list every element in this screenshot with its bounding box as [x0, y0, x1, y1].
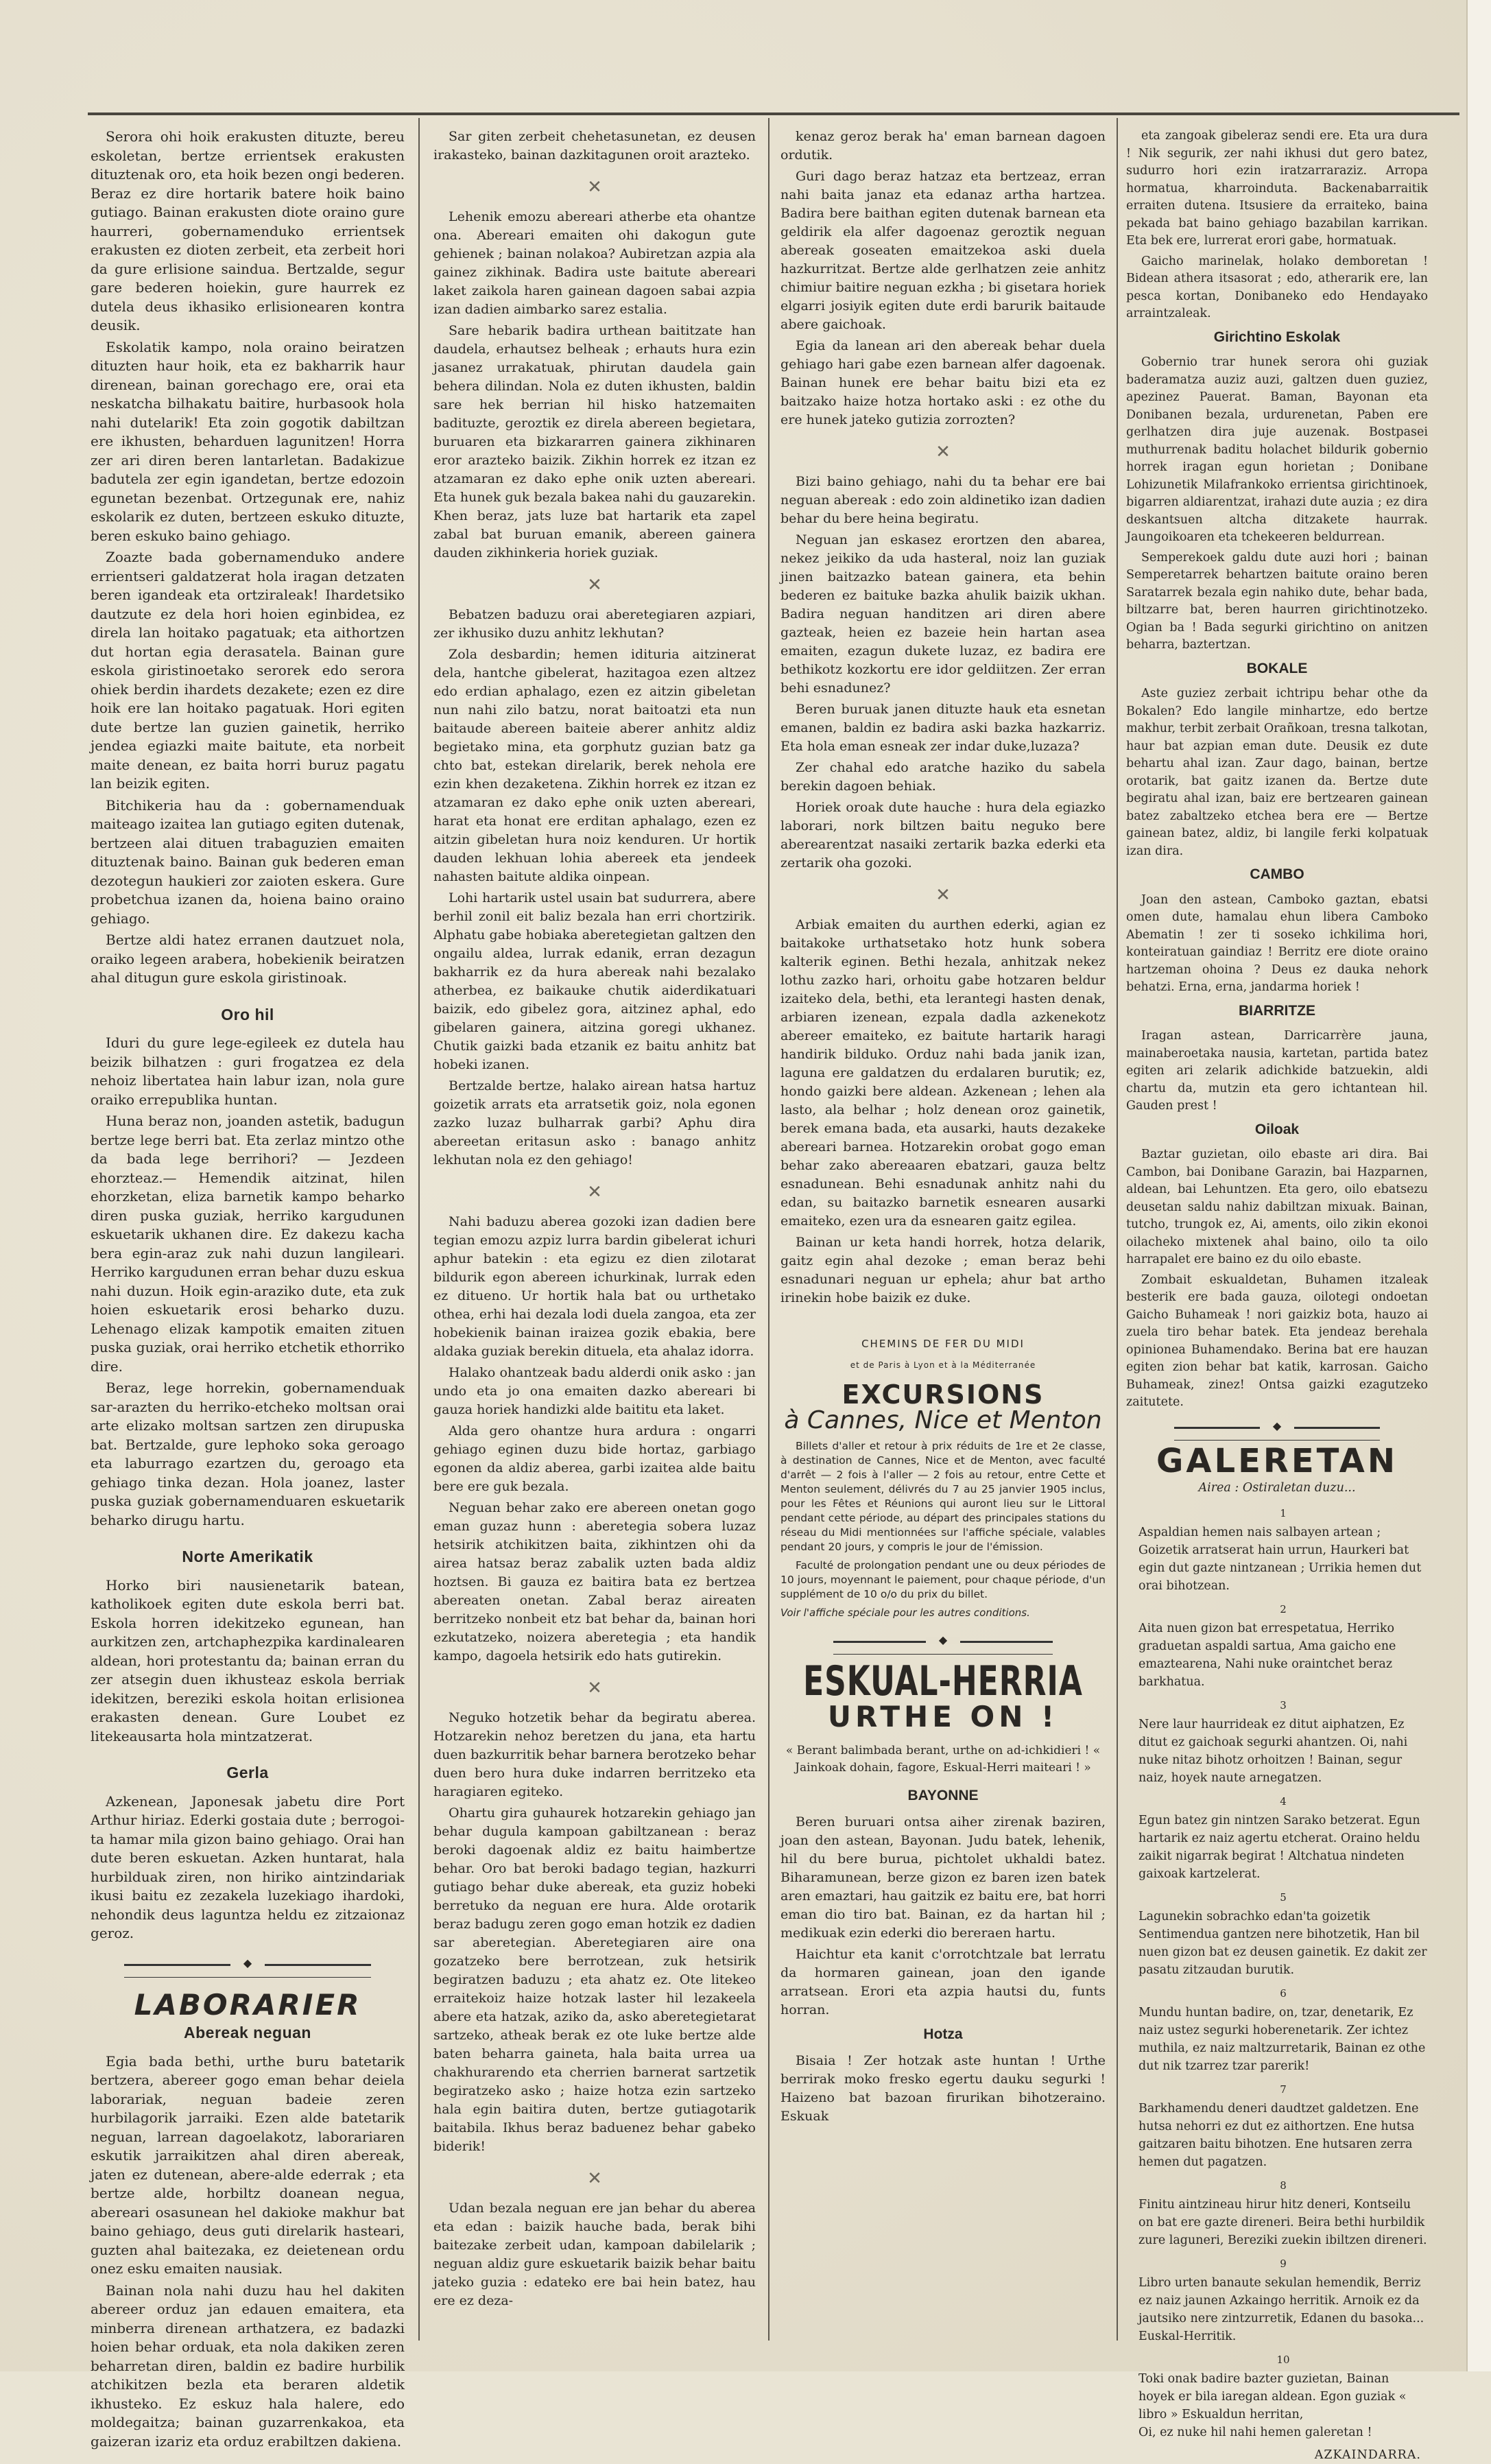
article-paragraph: Bebatzen baduzu orai aberetegiaren azpiari, zer ikhusiko duzu anhitz lekhutan? [433, 606, 756, 643]
song-verse [1138, 1696, 1428, 1787]
article-paragraph: Sar giten zerbeit chehetasunetan, ez deusen irakasteko, bainan dazkitagunen oroit arazteko. [433, 128, 756, 165]
column-3 [780, 128, 1106, 2129]
verse-text: Aspaldian hemen nais salbayen artean ; Goizetik arratserat hain urrun, Haurkeri bat egin dut gazte nintzanean ; Urrikia hemen dut orai bihotzean. [1138, 1526, 1421, 1593]
song-verse [1138, 2351, 1428, 2441]
article-paragraph: Halako ohantzeak badu alderdi onik asko : jan undo eta jo ona emaiten dazko abereari bi gauza horiek handizki alde baititu eta laket. [433, 1364, 756, 1419]
article-paragraph: Serora ohi hoik erakusten dituzte, bereu eskoletan, bertze errientsek erakusten dituztenak oro, eta hoik bezen ongi bederen. Beraz ez dire hortarik batere hoik baino gutiago. Bainan erakusten diote oraino gure haurreri, gobernamenduko errientsek erakusten ez dioten zerbeit, eta zerbeit hori da gure erlisione saindua. Bertzalde, segur gare bederen hoiekin, gure haurrek ez dutela deus ikhasiko erlisionearen kontra deusik. [91, 128, 405, 335]
section-separator [124, 1964, 371, 1978]
ad-destinations: à Cannes, Nice et Menton [780, 1411, 1106, 1430]
song-verse [1138, 1504, 1428, 1595]
article-paragraph: Neguan jan eskasez erortzen den abarea, nekez jeikiko da uda hasteral, noiz lan guziak jinen baitzazko batean gainera, eta behin bederen ez baituke bazka ahulik baizik ukhan. Badira neguan handitzen ari diren abere gazteak, heien ez bazeie hein hartan asea emaiten, ezagun dukete luzaz, ez badira ere bethikotz kozkortu ere idor geldiitzen. Zer erran behi esnadunez? [780, 531, 1106, 698]
separator-mark: ✕ [433, 1183, 756, 1202]
article-paragraph: Huna beraz non, joanden astetik, badugun bertze lege berri bat. Eta zerlaz mintzo othe da bada lege berrihori? — Jezdeen ehorzteaz.— Hemendik aitzinat, hilen ehorzketan, eliza barnetik kampo beharko diren puska guziak, herriko kargudunen eskuetarik ukhanen dire. Ez dakezu kacha bera egin-araz zuk nahi duzun langileari. Herriko kargudunen erran behar duzu eskua nahi duzun. Hoik egin-araziko dute, eta zuk hoien eskuetarik erosi beharko duzu. Lehenago elizak kampotik emaiten zituen puska guziak, orai herriko etchetik ethorriko dire. [91, 1112, 405, 1376]
verse-number: 7 [1138, 2081, 1428, 2098]
article-paragraph: Bitchikeria hau da : gobernamenduak maiteago izaitea lan gutiago egiten dutenak, bertzeen alai dituen trabaguzien emaiten dituztenak baino. Bainan guk bederen eman dezotegun haukieri zor zaioten eskera. Gure probetchua izanen da, hoiena baino oraino gehiago. [91, 796, 405, 929]
column-divider [768, 118, 770, 2341]
article-paragraph: Beren buruak janen dituzte hauk eta esnetan emanen, baldin ez badira aski bazka hazkarriz. Eta hola eman esneak zer indar duke,luzaza? [780, 700, 1106, 756]
ornament-icon: ◆ [1260, 1423, 1294, 1430]
verse-text: Libro urten banaute sekulan hemendik, Berriz ez naiz jaunen Azkaingo herritik. Arnoik ez da jautsiko nere zintzurretik, Edanen du basoka... Euskal-Herritik. [1138, 2276, 1424, 2343]
article-paragraph: Lohi hartarik ustel usain bat sudurrera, abere berhil zonil eit baliz bezala han erri chortzirik. Alphatu gabe hobiaka aberetegietan galtzen den ongailu aldea, lurrak edanik, erran dezagun bakharrik ez da hura abereak nahi bezalako atherbea, ez baikauke chutik aiderdikatuari baizik, edo gibelez gora, aitzinez aphal, edo gibelaren gainera, aitzina goregi ukhanez. Chutik gaizki bada etzanik ez baitu anhitz bat hobeki izanen. [433, 889, 756, 1074]
section-title: Oro hil [91, 1006, 405, 1025]
ad-subheading: et de Paris à Lyon et à la Méditerranée [780, 1356, 1106, 1375]
column-divider [418, 118, 420, 2341]
article-paragraph: Bertze aldi hatez erranen dautzuet nola, oraiko legeen arabera, hobekienik beiratzen ahal ditugun gure eskola giristinoak. [91, 931, 405, 988]
song-verse [1138, 1985, 1428, 2075]
column-divider [1117, 118, 1118, 2341]
page-edge [1466, 0, 1491, 2371]
article-paragraph: Bisaia ! Zer hotzak aste huntan ! Urthe berrirak moko fresko egertu dauku segurki ! Haizeno bat bazoan firurikan bihotzeraino. Eskuak [780, 2052, 1106, 2126]
top-rule [88, 112, 1459, 115]
article-paragraph: Guri dago beraz hatzaz eta bertzeaz, erran nahi baita janaz eta edanaz artha hartzea. Badira bere baithan egiten dutenak barnean eta geldirik ela alfer dagoenaz geroztik neguan abereak goseaten emaitzekoa aski duela hazkurritzat. Bertze alde gerlhatzen zeie anhitz chimiur baitire neguan ezkha ; bi gisetara horiek elgarri josiyik egiten dute erdi barurik baitaude abere gaichoak. [780, 167, 1106, 334]
section-title: CAMBO [1126, 866, 1428, 884]
song-verse [1138, 1600, 1428, 1691]
section-separator [833, 1641, 1053, 1655]
song-verse [1138, 1792, 1428, 1883]
section-title: Girichtino Eskolak [1126, 329, 1428, 346]
ad-paragraph: Faculté de prolongation pendant une ou deux périodes de 10 jours, moyennant le paiement, pour chaque période, d'un supplément de 10 o/o du prix du billet. [780, 1559, 1106, 1602]
verse-text: Nere laur haurrideak ez ditut aiphatzen, Ez ditut ez gaichoak segurki ahantzen. Oi, nahi nuke nitaz bihotz orhoitzen ! Bainan, segur naiz, hoyek naute arnegatzen. [1138, 1718, 1407, 1785]
railway-advertisement [780, 1335, 1106, 1620]
article-paragraph: eta zangoak gibeleraz sendi ere. Eta ura dura ! Nik segurik, zer nahi ikhusi dut gero batez, sudurro hori ezin iratzarraraziz. Arropa hormatua, kharroinduta. Backenabarraitik erraiten dutena. Itsusiere da erraiteko, baina pekada bat baino gehiago bazabilan karrikan. Eta bek ere, lurrerat erori gabe, hormatuak. [1126, 128, 1428, 250]
article-paragraph: Joan den astean, Camboko gaztan, ebatsi omen dute, hamalau ehun libera Camboko Abematin ! zer ti soseko ichkilima hori, konteiratuan gaindiaz ! Berritz ere diote oraino hartzeman ohoina ? Deus ez dauka nehork behatzi. Erna, erna, jandarma horiek ! [1126, 892, 1428, 997]
column-2 [433, 128, 756, 2313]
verse-number: 1 [1138, 1504, 1428, 1522]
column-4 [1126, 128, 1428, 2464]
verse-number: 2 [1138, 1600, 1428, 1618]
urthe-on-heading: URTHE ON ! [780, 1707, 1106, 1726]
article-paragraph: Gaicho marinelak, holako demboretan ! Bidean athera itsasorat ; edo, atherarik ere, lan pesca kortan, Donibaneko edo Hendayako arraintzaleak. [1126, 253, 1428, 323]
section-title: Norte Amerikatik [91, 1548, 405, 1567]
section-separator [1174, 1427, 1380, 1441]
verse-number: 6 [1138, 1985, 1428, 2002]
ad-note: Voir l'affiche spéciale pour les autres conditions. [780, 1606, 1106, 1620]
separator-mark: ✕ [780, 443, 1106, 462]
galeretan-heading: GALERETAN [1126, 1453, 1428, 1471]
article-paragraph: Bainan nola nahi duzu hau hel dakiten abereer orduz jan edauen emaitera, eta minberra direnean arthatzera, ez badazki hoien behar orduak, eta nola dakiken zeren beharretan diren, baldin ez badire hurbilik atchikitzen bezla eta beraren aldetik ikhusteko. Ez eskuz hala halere, edo moldegaitza; bainan guzarrenkakoa, eta gaizeran izariz eta orduz erabiltzen dakiena. [91, 2282, 405, 2452]
article-paragraph: Ohartu gira guhaurek hotzarekin gehiago jan behar dugula kampoan gabiltzanean : beraz beroki dagoenak aldiz ez baitu haimbertze behar. Oro bat beroki badago tegian, hazkurri gutiago behar duke abereak, eta guziz hobeki berretuko da neguan ere hura. Alde orotarik beraz badugu zeren gogo eman hotzik ez dadien sar aberetegian. Aberetegiaren aire ona gozatzeko bere berrotzean, zuk hetsirik begiratzen baduzu ; eta ahatz ez. Ote litekeo erraitekoiz haize hotzak laster hil lezakeela abere eta hatzak, aziko da, asko aberetegietarat sartzeko, atheak berak ez ote luke bertze alde baten beharra gaineta, hala baita urrea ua chakhurarendo eta cherrien barnerat sartzetik begiratzeko asko ; haize hotza ezin sartzeko hala egin baitira duten, bertze gutiagotarik baitabila. Ikhus beraz baduenez behar gabeko biderik! [433, 1804, 756, 2156]
article-paragraph: Egia bada bethi, urthe buru batetarik bertzera, abereer gogo eman behar deiela laborariak, neguan badeie zeren hurbilagorik jarraiki. Ezen alde batetarik neguan, larrean dagoelakotz, laborariaren eskutik jarraikitzen ahal diren abereak, jaten ez dutenean, abere-alde ederrak ; eta bertze alde, horbiltz doanean negua, abereari osasunean hel dakioke makhur bat baino gehiago, deus guti direlarik hasteari, guzten ahal baitezaka, ez deietenean ordu onez esku emaiten nausiak. [91, 2052, 405, 2279]
article-paragraph: Beren buruari ontsa aiher zirenak baziren, joan den astean, Bayonan. Judu batek, lehenik, hil du bere burua, pichtolet ukhaldi batez. Biharamunean, berze gizon ez baren izen batek aren emaztari, hau gaitzik ez baitu ere, bat horri eman dio tiro bat. Bainan, ez da hartan hil ; medikuak ezin ederki dio bereraen hartu. [780, 1813, 1106, 1943]
verse-number: 8 [1138, 2177, 1428, 2194]
verse-text: Barkhamendu deneri daudtzet galdetzen. Ene hutsa nehorri ez dut ez aithortzen. Ene hutsa gaitzaren baitu bihotzen. Ene hutsaren zerra hemen dut pagatzen. [1138, 2102, 1418, 2169]
article-paragraph: Neguko hotzetik behar da begiratu aberea. Hotzarekin nehoz beretzen du jana, eta hartu duen bazkurritik behar barnera berotzeko behar duen bero hura duke indarren berritzeko eta haragiaren egiteko. [433, 1709, 756, 1801]
article-paragraph: Bertzalde bertze, halako airean hatsa hartuz goizetik arrats eta arratsetik goiz, nola egonen zazko luzaz bulharrak garbi? Aphu dira abereetan eritasun asko : banago anhitz lekhutan nola ez den gehiago! [433, 1077, 756, 1170]
section-title: BAYONNE [780, 1786, 1106, 1805]
verse-number: 4 [1138, 1792, 1428, 1810]
section-title: Oiloak [1126, 1121, 1428, 1139]
separator-mark: ✕ [780, 886, 1106, 905]
verse-text: Egun batez gin nintzen Sarako betzerat. Egun hartarik ez naiz agertu etcherat. Oraino heldu zaikit nigarrak begirat ! Altchatua nindeten gaixoak kartzelerat. [1138, 1814, 1420, 1881]
article-paragraph: Neguan behar zako ere abereen onetan gogo eman guzaz hunn : aberetegia sobera luzaz hetsirik atchikitzen baita, zikhintzen ohi da airea hatsaz beraz zabalik uzten bada aldiz hoztsen. Bi gauza ez baitira bata ez bertzea abereaten onetan. Zabal beraz aireaten berritzeko nonbeit etz bat behar da, bainan hori ezkutatzeko, noizera aberetegia ; eta handik kampo, dagoela hetsirik edo hats gutirekin. [433, 1499, 756, 1666]
eskual-herria-heading: ESKUAL-HERRIA [780, 1669, 1106, 1694]
article-paragraph: Semperekoek galdu dute auzi hori ; bainan Semperetarrek behartzen baitute oraino beren Saratarrek bezala egin nahiko dute, behar bada, biltzarre bat, beren haurren girichtinotzeko. Ogian ba ! Bada segurki girichtino on anitzen beharra, baztertzan. [1126, 549, 1428, 654]
article-paragraph: Zombait eskualdetan, Buhamen itzaleak besterik ere bada gauza, oilotegi ondoetan Gaicho Buhameak ! nori gaizkiz bota, hauzo ai zuela tiro behar batek. Eta jendeaz berehala opinionea Buhamendako. Berina bat ere hauzan egiten zion behar bat katik, karrosan. Gaicho Buhameak, zinez! Ontsa gaizki ezagutzeko zaitutete. [1126, 1272, 1428, 1412]
new-year-quote: « Berant balimbada berant, urthe on ad-ichkidieri ! « Jainkoak dohain, fagore, Eskual-Herri maiteari ! » [780, 1742, 1106, 1777]
separator-mark: ✕ [433, 576, 756, 595]
verse-text: Mundu huntan badire, on, tzar, denetarik, Ez naiz ustez segurki hoberenetarik. Zer ichtez muthila, ez naiz maltzurretarik, Bainan ez othe dut nik tzarrez tzar parerik! [1138, 2006, 1425, 2073]
section-title: Hotza [780, 2025, 1106, 2044]
article-paragraph: Azkenean, Japonesak jabetu dire Port Arthur hiriaz. Ederki gostaia dute ; berrogoi-ta hamar mila gizon baino gehiago. Orai han dute beren eskuetan. Azken huntarat, hala hurbilduak ziren, non hiriko aintzindariak ikusi baitu ez zezakela luzekiago ihardoki, nehondik deus laguntza heldu ez zitzaionaz geroz. [91, 1792, 405, 1943]
article-paragraph: Horko biri nausienetarik batean, katholikoek egiten dute eskola berri bat. Eskola horren idekitzeko egunean, han aurkitzen zen, artchaphezpika kardinalearen aldean, hori protestantu da; bainan erran du zer atsegin duen ikhusteaz eskola berriak idekitzen, bereziki eskola hoitan erlisionea erakasten denean. Gure Loubet ez litekeausarta hola mintzatzerat. [91, 1576, 405, 1746]
verse-text: Aita nuen gizon bat errespetatua, Herriko graduetan aspaldi sartua, Ama gaicho ene emaztearena, Nahi nuke oraintchet beraz barkhatua. [1138, 1622, 1396, 1689]
separator-mark: ✕ [433, 2170, 756, 2188]
article-paragraph: Baztar guzietan, oilo ebaste ari dira. Bai Cambon, bai Donibane Garazin, bai Hazparnen, aldean, bai Lehuntzen. Eta gero, oilo ebatsezu deusetan saldu nahiz dabiltzan mixuak. Bainan, tutcho, trungok ez, Ai, aments, oilo zikin ekonoi oilacheko mixtenek ahal baino, oilo ta oilo harrapalet ere baino ez du oilo ebaste. [1126, 1146, 1428, 1269]
article-paragraph: Haichtur eta kanit c'orrotchtzale bat lerratu da hormaren gainean, joan den igande arratsean. Erori eta azpia hautsi du, funts horran. [780, 1945, 1106, 2019]
article-paragraph: Nahi baduzu aberea gozoki izan dadien bere tegian emozu azpiz lurra bardin gibelerat ichuri aphur batekin : eta egizu ez dien zilotarat bildurik egon abereen ichurkinak, lurrak eden ez ditueno. Ur hortik hala bat ou urthetako otheа, erhi hai dezala lodi duela zangoa, eta zer hobekienik bainan iraizea gozik ebakia, bere aldaka guziak berekin dituela, eta ahalaz idorra. [433, 1213, 756, 1361]
song-verse [1138, 2177, 1428, 2249]
article-paragraph: Zola desbardin; hemen idituria aitzinerat dela, hantche gibelerat, hazitagoa ezen altzez edo erdian aphalago, ezen ez aitzin gibeletan nun nahi zilo batzu, norat baitoatzi eta nun baitaude abereen baiteie aberer anhitz aldiz begietako mina, eta gorphutz guzian batz ga chto bat, estekan direlarik, berek nehola ere ezin khen dezaketena. Zikhin horrek ez itzan ez atzamaran ez dako ephe onik uzten abereari, harat eta honat ere erditan aphalago, ezen ez aitzin gibeletan hura noiz kenduren. Ur hortik dauden lekhuan lohia abereek eta jendeek nahasten baitute aldika oinpean. [433, 645, 756, 886]
section-title: BIARRITZE [1126, 1002, 1428, 1020]
article-paragraph: Beraz, lege horrekin, gobernamenduak sar-arazten du herriko-etcheko moltsan orai arte elizako moltsan sartzen zen dirupuska bat. Bertzalde, gure lephoko soka geroago eta laburrago ezartzen du, geroago eta gehiago tinka dezan. Hola joanez, laster puska guziak gobernamenduaren eskuetarik beharko dirugu hartu. [91, 1379, 405, 1530]
article-paragraph: Horiek oroak dute hauche : hura dela egiazko laborari, nork biltzen baitu neguko bere aberearentzat nasaiki zertarik bazka ederki eta zertarik oha gozoki. [780, 798, 1106, 873]
ad-title: EXCURSIONS [780, 1386, 1106, 1404]
section-title: Gerla [91, 1764, 405, 1783]
article-paragraph: kenaz geroz berak ha' eman barnean dagoen ordutik. [780, 128, 1106, 165]
song-air: Airea : Ostiraletan duzu... [1126, 1480, 1428, 1497]
song-verse [1138, 2255, 1428, 2345]
article-paragraph: Alda gero ohantze hura ardura : ongarri gehiago eginen duzu bide hortaz, garbiago egonen da aldiz aberea, garbi izaitea alde baitu bere ere guk bezala. [433, 1422, 756, 1496]
verse-text: Toki onak badire bazter guzietan, Bainan hoyek er bila iaregan aldean. Egon guziak « libro » Eskualdun herritan, [1138, 2372, 1406, 2421]
article-paragraph: Zer chahal edo aratche haziko du sabela berekin dagoen behiak. [780, 759, 1106, 796]
article-paragraph: Egia da lanean ari den abereak behar duela gehiago hari gabe ezen barnean alfer dagoenak. Bainan hunek ere behar baitu bizi eta ez baitzako haize hotza hortako aski : ez othe du ere hunek jateko gutizia zorrozten? [780, 337, 1106, 429]
column-1 [91, 128, 405, 2454]
verse-number: 10 [1138, 2351, 1428, 2369]
article-paragraph: Eskolatik kampo, nola oraino beiratzen dituzten haur hoik, eta ez bakharrik haur direnean, bainan gorechago ere, orai eta neskatcha bilhakatu baitire, hurbasook hola nahi dutelarik! Eta zoin gogotik dabiltzan ere ikhusten, beharduen lagunitzen! Horra zer ari diren beren lantarletan. Badakizue badutela zer egin igandetan, bertze edozoin egunetan bezenbat. Ortzegunak ere, nahiz eskolarik ez duten, bertzeen eskuko dituzte, beren eskuko baino gehiago. [91, 338, 405, 546]
section-title: Abereak neguan [91, 2024, 405, 2043]
article-paragraph: Bainan ur keta handi horrek, hotza delarik, gaitz egin ahal dezoke ; eman beraz behi esnadunari neguan ur ephela; ahur bat artho irinekin hobe baizik ez duke. [780, 1233, 1106, 1307]
article-paragraph: Arbiak emaiten du aurthen ederki, agian ez baitakoke urthatsetako hotz hunk sobera kalterik eginen. Bethi hezala, anhitzak nekez lothu zazko hari, orhoitu gabe hotzaren beldur izaiteko dela, bethi, eta lerantegi hasten denak, arbiaren izenean, ezpala dadla azkenekotz abereer emaiteko, ez baitute hartarik haragi handirik bilduko. Orduz nahi bada janik izan, laguna ere galdatzen du erdalaren burutik; ez, hondo gaizki bere aldean. Azkenean ; lehen ala lasto, ala belhar ; holz denean oroz gainetik, berek emana bada, eta ausarki, hauts dezakeke abereari barnea. Hotzarekin orobat gogo eman behar zako abereaaren ebatzari, gauza beltz esnadunean. Behi esnadunak anhitz nahi du edan, su baitazko barnetik esnearen ausarki emaiteko, ezen ura da esnearen gaitz egilea. [780, 916, 1106, 1231]
article-paragraph: Bizi baino gehiago, nahi du ta behar ere bai neguan abereak : edo zoin aldinetiko izan dadien behar du bere heina begiratu. [780, 473, 1106, 528]
article-paragraph: Iragan astean, Darricarrère jauna, mainaberoetaka nausia, kartetan, partida batez egiten ari zelarik adichkide batzuekin, aldi chartu da, mutzin eta gero ichtantean hil. Gauden prest ! [1126, 1028, 1428, 1115]
separator-mark: ✕ [433, 178, 756, 197]
article-paragraph: Gobernio trar hunek serora ohi guziak baderamatza auziz auzi, galtzen duen guziez, apezinez Pauerat. Baman, Bayonan eta Donibanen bezala, urdurenetan, Paben ere gerlhatzen dira juje auzenak. Bostpasei muthurrenak baditu holachet bildurik gobernio horrek iragan egun horietan ; Donibane Lohizunetik Milafrankoko errientsa girichtinoek, bigarren aldiarentzat, irahazi dute auzia ; ez dira deskantsuen altcha ditzakete haurrak. Jaungoikoaren eta tchekeeren beldurrean. [1126, 354, 1428, 547]
author-signature: AZKAINDARRA. [1126, 2447, 1421, 2464]
ad-body [780, 1439, 1106, 1620]
article-paragraph: Aste guziez zerbait ichtripu behar othe da Bokalen? Edo langile minhartze, edo bertze makhur, terbit zerbait Orañkoan, tresna talkotan, haur bat azpian eman dute. Deusik ez dute behartu ahal izan. Zaur dago, bainan, bertze orotarik, bat gaitz izanen da. Bertze dute begiratu ahal izan, baiz ere bertzearen gainean batez zabaltzeko etchea bera ere — Bertze gainean batez, aldiz, bi langile ferki kolpatuak izan dira. [1126, 685, 1428, 860]
laborarier-heading: LABORARIER [91, 1995, 405, 2015]
song-verse [1138, 2081, 1428, 2171]
ad-heading: CHEMINS DE FER DU MIDI [780, 1335, 1106, 1353]
verse-number: 5 [1138, 1888, 1428, 1906]
verse-text: Lagunekin sobrachko edan'ta goizetik Sentimendua gantzen nere bihotzetik, Han bil nuen gizon bat ez deusen gainetik. Ez dakit zer pasatu zitzaudan burutik. [1138, 1910, 1427, 1977]
verse-number: 9 [1138, 2255, 1428, 2273]
separator-mark: ✕ [433, 1679, 756, 1698]
song-verse [1138, 1888, 1428, 1979]
ad-paragraph: Billets d'aller et retour à prix réduits de 1re et 2e classe, à destination de Cannes, Nice et de Menton, avec faculté d'arrêt — 2 fois à l'aller — 2 fois au retour, entre Cette et Menton seulement, délivrés du 7 au 25 janvier 1905 inclus, pour les Fêtes et Réunions qui auront lieu sur le Littoral pendant cette période, au départ des principales stations du réseau du Midi mentionnées sur l'affiche spéciale, valables pendant 20 jours, y compris le jour de l'émission. [780, 1439, 1106, 1554]
verse-text: Oi, ez nuke hil nahi hemen galeretan ! [1138, 2426, 1372, 2439]
article-paragraph: Iduri du gure lege-egileek ez dutela hau beizik bilhatzen : guri frogatzea ez dela nehoiz libertatea hain labur izan, nola gure oraiko errepublika huntan. [91, 1034, 405, 1109]
article-paragraph: Lehenik emozu abereari atherbe eta ohantze ona. Abereari emaiten ohi dakogun gute gehienek ; bainan nolakoa? Aubiretzan azpia ala gainez zikhinak. Badira uste baitute abereari laket zaikola haren gainean dagoen sabai azpia izan dadien aimbarko sarez estalia. [433, 208, 756, 319]
ornament-icon: ◆ [926, 1637, 960, 1644]
verse-number: 3 [1138, 1696, 1428, 1714]
article-paragraph: Zoazte bada gobernamenduko andere errientseri galdatzerat hola iragan detzaten beren igandeak eta ortziraleak! Ihardetsiko dautzute ez dela hori hoien eginbidea, ez direla lan hoitako pagatuak; eta aithortzen dut hortan egia derasatela. Bainan gure eskola giristinoetako serorek edo serora ohiek berdin ihardets dezakete; ezen ez dire hoik ere lan hoitako pagatuak. Hori egiten dute bertze lan guzien gainetik, herriko jendea egiazki maite baitute, eta norbeit maite denean, ez baita horri buruz pagatu lan beizik egiten. [91, 548, 405, 794]
article-paragraph: Sare hebarik badira urthean baititzate han daudela, erhautsez belheak ; erhauts hura ezin jasanez urrakatuak, phirutan daudela gain behera dilindan. Nola ez duten ikhusten, baldin sare hek berrian hil hisko hatzemaiten badituzte, geroztik ez direla abereen begietara, buruaren eta bizkararren gainera zikhinaren eror arazteko baizik. Zikhin horrek ez itzan ez atzamaran ez dako ephe onik uzten abereari. Eta hunek guk bezala bakea nahi du gauzarekin. Khen beraz, jats luze bat hartarik eta zapel zabal bat buruan emanik, abereen gainera dauden zikhinkeria horiek guziak. [433, 322, 756, 562]
article-paragraph: Udan bezala neguan ere jan behar du aberea eta edan : baizik hauche bada, berak bihi baitezake zerbeit udan, kampoan dabilelarik ; neguan aldiz gure eskuetarik baizik behar baitu jateko guzia : edateko ere bai hein batez, hau ere ez deza- [433, 2199, 756, 2310]
section-title: BOKALE [1126, 660, 1428, 678]
verse-text: Finitu aintzineau hirur hitz deneri, Kontseilu on bat ere gazte direneri. Beira bethi hurbildik zure laguneri, Bereziki zuekin ibiltzen direneri. [1138, 2198, 1427, 2247]
ornament-icon: ◆ [230, 1960, 265, 1967]
